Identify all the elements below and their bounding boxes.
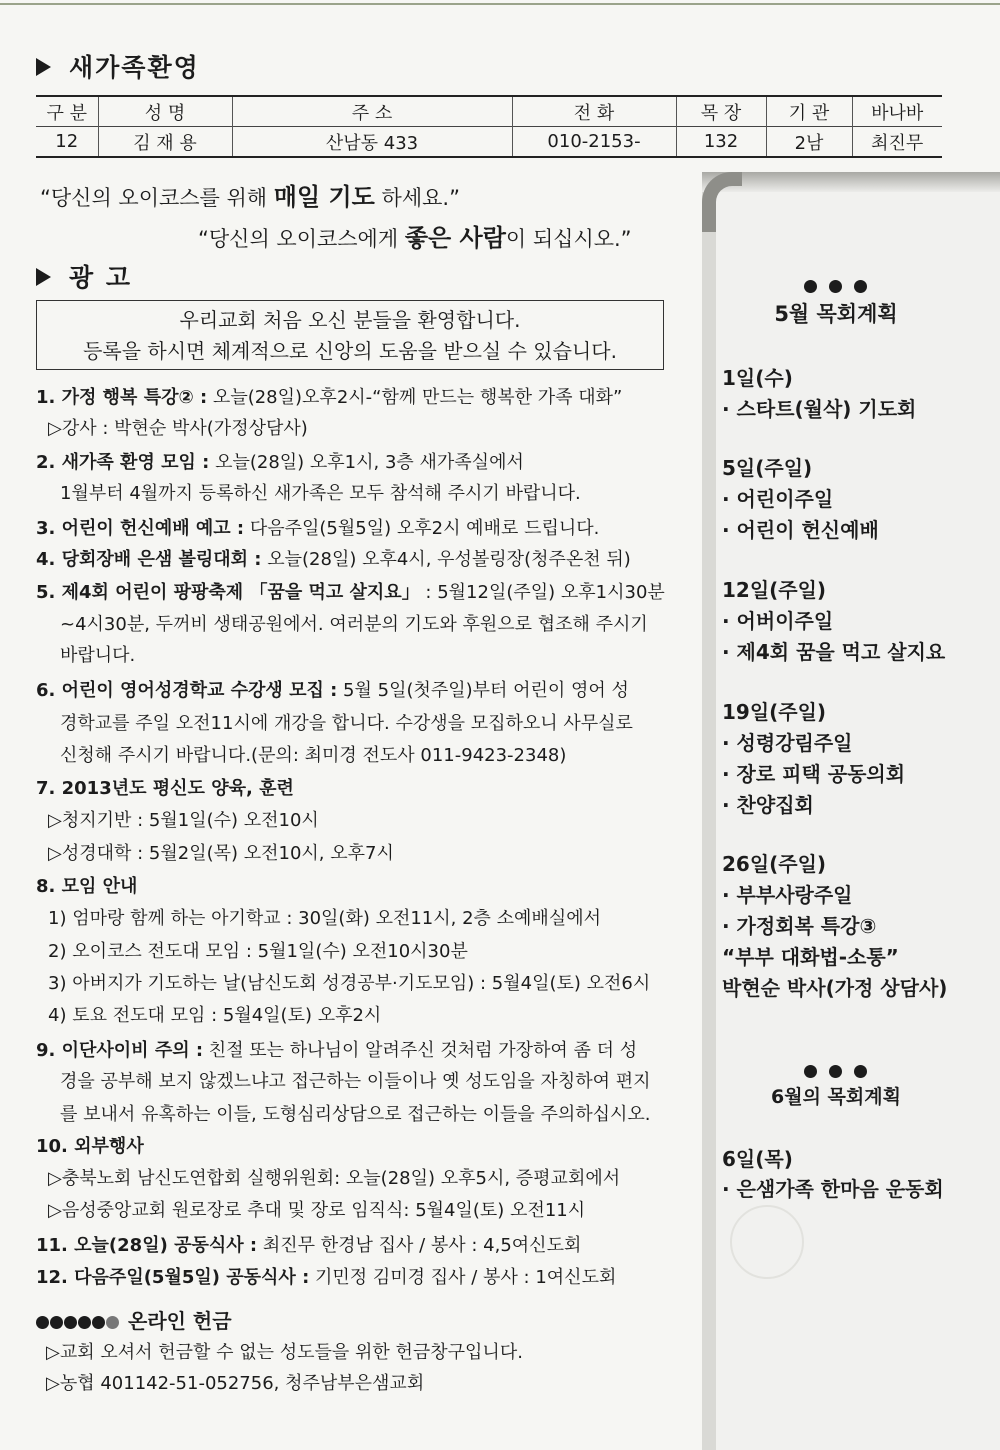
announcement-label: 12. 다음주일(5월5일) 공동식사 : (36, 1267, 310, 1288)
announcement-text: 4) 토요 전도대 모임 : 5월4일(토) 오후2시 (48, 1005, 382, 1026)
cell: 010-2153- (512, 127, 676, 158)
announcement-line (48, 973, 650, 995)
plan-item: · 어린이주일 (722, 487, 834, 511)
announcement-text: 3) 아버지가 기도하는 날(남신도회 성경공부·기도모임) : 5월4일(토) 오전6시 (48, 973, 651, 994)
announcement-text: 다음주일(5월5일) 오후2시 예배로 드립니다. (244, 518, 600, 539)
announcement-text: ▷음성중앙교회 원로장로 추대 및 장로 임직식: 5월4일(토) 오전11시 (48, 1200, 586, 1221)
dots-icon (760, 1063, 910, 1082)
ad-title: 광 고 (36, 258, 132, 294)
announcement-text: 경을 공부해 보지 않겠느냐고 접근하는 이들이나 옛 성도임을 자칭하여 편지 (60, 1071, 651, 1092)
cell: 132 (676, 127, 766, 158)
plan-item: · 성령강림주일 (722, 731, 853, 755)
announcement-label: 1. 가정 행복 특강② : (36, 387, 208, 408)
announcement-line (36, 387, 622, 409)
announcement-label: 10. 외부행사 (36, 1136, 144, 1157)
announcement-text: 최진무 한경남 집사 / 봉사 : 4,5여신도회 (257, 1235, 582, 1256)
announcement-label: 11. 오늘(28일) 공동식사 : (36, 1235, 258, 1256)
announcement-line (48, 843, 394, 865)
announcement-line (60, 1071, 651, 1093)
announcement-label: 7. 2013년도 평신도 양육, 훈련 (36, 778, 294, 799)
cell: 산남동 433 (232, 127, 512, 158)
announcement-text: 신청해 주시기 바랍니다.(문의: 최미경 전도사 011-9423-2348) (60, 745, 567, 766)
announcement-text: 1) 엄마랑 함께 하는 아기학교 : 30일(화) 오전11시, 2층 소예배실에서 (48, 908, 601, 929)
plan-item: · 어버이주일 (722, 609, 834, 633)
announcement-text: 1월부터 4월까지 등록하신 새가족은 모두 참석해 주시기 바랍니다. (60, 483, 581, 504)
announcement-line (48, 810, 319, 832)
announcement-label: 9. 이단사이비 주의 : (36, 1040, 204, 1061)
announcement-text: ▷청지기반 : 5월1일(수) 오전10시 (48, 810, 319, 831)
welcome-line-1: 우리교회 처음 오신 분들을 환영합니다. (179, 308, 521, 332)
announcement-line (60, 614, 648, 636)
announcement-text: : 5월12일(주일) 오후1시30분 (419, 582, 665, 603)
announcement-text: 2) 오이코스 전도대 모임 : 5월1일(수) 오전10시30분 (48, 941, 468, 962)
plan-date: 5일(주일) (722, 456, 813, 480)
plan-item: · 장로 피택 공동의회 (722, 762, 906, 786)
announcement-label: 4. 당회장배 은샘 볼링대회 : (36, 549, 262, 570)
announcement-line (48, 908, 601, 930)
cell: 김 재 용 (98, 127, 232, 158)
new-family-title: 새가족환영 (36, 48, 200, 84)
announcement-line (48, 941, 468, 963)
announcement-label: 3. 어린이 헌신예배 예고 : (36, 518, 245, 539)
dots-icon (760, 278, 910, 297)
announcement-line (60, 1104, 651, 1126)
plan-item: · 부부사랑주일 (722, 883, 853, 907)
plan-item: 박현순 박사(가정 상담사) (722, 976, 948, 1000)
announcement-line (36, 518, 599, 540)
plan-date: 1일(수) (722, 366, 793, 390)
may-plan-title: 5월 목회계획 (774, 302, 898, 326)
plan-item: · 어린이 헌신예배 (722, 518, 879, 542)
announcement-line (36, 778, 294, 800)
announcement-text: 기민정 김미경 집사 / 봉사 : 1여신도회 (309, 1267, 617, 1288)
header-cell: 바나바 (852, 96, 942, 127)
announcement-line (36, 876, 137, 898)
dots-icon (36, 1309, 120, 1333)
side-panel-top (702, 172, 1000, 192)
triangle-icon (36, 268, 51, 286)
plan-date: 26일(주일) (722, 852, 827, 876)
header-cell: 주 소 (232, 96, 512, 127)
plan-item: · 스타트(월삭) 기도회 (722, 397, 917, 421)
announcement-text: 오늘(28일) 오후1시, 3층 새가족실에서 (209, 452, 524, 473)
announcement-label: 6. 어린이 영어성경학교 수강생 모집 : (36, 680, 338, 701)
plan-item: · 찬양집회 (722, 793, 814, 817)
header-cell: 성 명 (98, 96, 232, 127)
header-cell: 구 분 (46, 102, 87, 124)
side-panel-bar (702, 172, 716, 1450)
header-cell: 기 관 (766, 96, 852, 127)
announcement-text: 오늘(28일) 오후4시, 우성볼링장(청주온천 뒤) (261, 549, 631, 570)
plan-date: 19일(주일) (722, 700, 827, 724)
announcement-text: ▷강사 : 박현순 박사(가정상담사) (48, 418, 308, 439)
announcement-text: 바랍니다. (60, 645, 136, 666)
plan-item: “부부 대화법-소통” (722, 945, 899, 969)
plan-item: · 은샘가족 한마음 운동회 (722, 1177, 944, 1201)
announcement-line (48, 1005, 381, 1027)
plan-date: 6일(목) (722, 1147, 793, 1171)
announcement-text: ▷충북노회 남신도연합회 실행위원회: 오늘(28일) 오후5시, 증평교회에서 (48, 1168, 621, 1189)
welcome-box (36, 300, 664, 370)
table-row (36, 127, 942, 158)
announcement-line (36, 1235, 581, 1257)
table-header-row (36, 96, 942, 127)
quote-line-1: “당신의 오이코스를 위해 매일 기도 하세요.” (40, 183, 460, 211)
cell: 최진무 (852, 127, 942, 158)
announcement-line (36, 549, 631, 571)
announcement-text: 친절 또는 하나님이 알려주신 것처럼 가장하여 좀 더 성 (203, 1040, 638, 1061)
faded-stamp (730, 1205, 804, 1279)
announcement-line (36, 1040, 637, 1062)
announcement-text: 5월 5일(첫주일)부터 어린이 영어 성 (337, 680, 629, 701)
announcement-text: 경학교를 주일 오전11시에 개강을 합니다. 수강생을 모집하오니 사무실로 (60, 713, 633, 734)
cell: 2남 (766, 127, 852, 158)
announcement-label: 8. 모임 안내 (36, 876, 138, 897)
announcement-line (36, 1267, 616, 1289)
announcement-text: 를 보내서 유혹하는 이들, 도형심리상담으로 접근하는 이들을 주의하십시오. (60, 1104, 651, 1125)
announcement-text: 오늘(28일)오후2시-“함께 만드는 행복한 가족 대화” (207, 387, 623, 408)
announcement-line (36, 452, 524, 474)
online-line-2: ▷농협 401142-51-052756, 청주남부은샘교회 (46, 1373, 425, 1394)
plan-item: · 가정회복 특강③ (722, 914, 877, 938)
june-plan-title: 6월의 목회계획 (771, 1086, 901, 1108)
announcement-line (60, 483, 581, 505)
online-offering-title: 온라인 헌금 (36, 1305, 232, 1334)
announcement-label: 2. 새가족 환영 모임 : (36, 452, 210, 473)
announcement-text: ▷성경대학 : 5월2일(목) 오전10시, 오후7시 (48, 843, 394, 864)
announcement-text: ~4시30분, 두꺼비 생태공원에서. 여러분의 기도와 후원으로 협조해 주시기 (60, 614, 648, 635)
announcement-line (48, 1200, 585, 1222)
announcement-label: 5. 제4회 어린이 팡팡축제 「꿈을 먹고 살지요」 (36, 582, 420, 603)
top-border (0, 3, 1000, 5)
header-cell: 목 장 (676, 96, 766, 127)
header-cell: 전 화 (512, 96, 676, 127)
announcement-line (60, 745, 566, 767)
announcement-line (60, 645, 135, 667)
plan-item: · 제4회 꿈을 먹고 살지요 (722, 640, 946, 664)
plan-date: 12일(주일) (722, 578, 827, 602)
welcome-line-2: 등록을 하시면 체계적으로 신앙의 도움을 받으실 수 있습니다. (83, 339, 617, 363)
announcement-line (36, 582, 665, 604)
online-line-1: ▷교회 오셔서 헌금할 수 없는 성도들을 위한 헌금창구입니다. (46, 1342, 523, 1363)
quote-line-2: “당신의 오이코스에게 좋은 사람이 되십시오.” (198, 224, 632, 252)
announcement-line (48, 1168, 620, 1190)
announcement-line (36, 680, 629, 702)
announcement-line (48, 418, 308, 440)
cell: 12 (55, 131, 79, 152)
triangle-icon (36, 58, 51, 76)
new-family-table (36, 95, 942, 158)
announcement-line (60, 713, 633, 735)
announcement-line (36, 1136, 144, 1158)
